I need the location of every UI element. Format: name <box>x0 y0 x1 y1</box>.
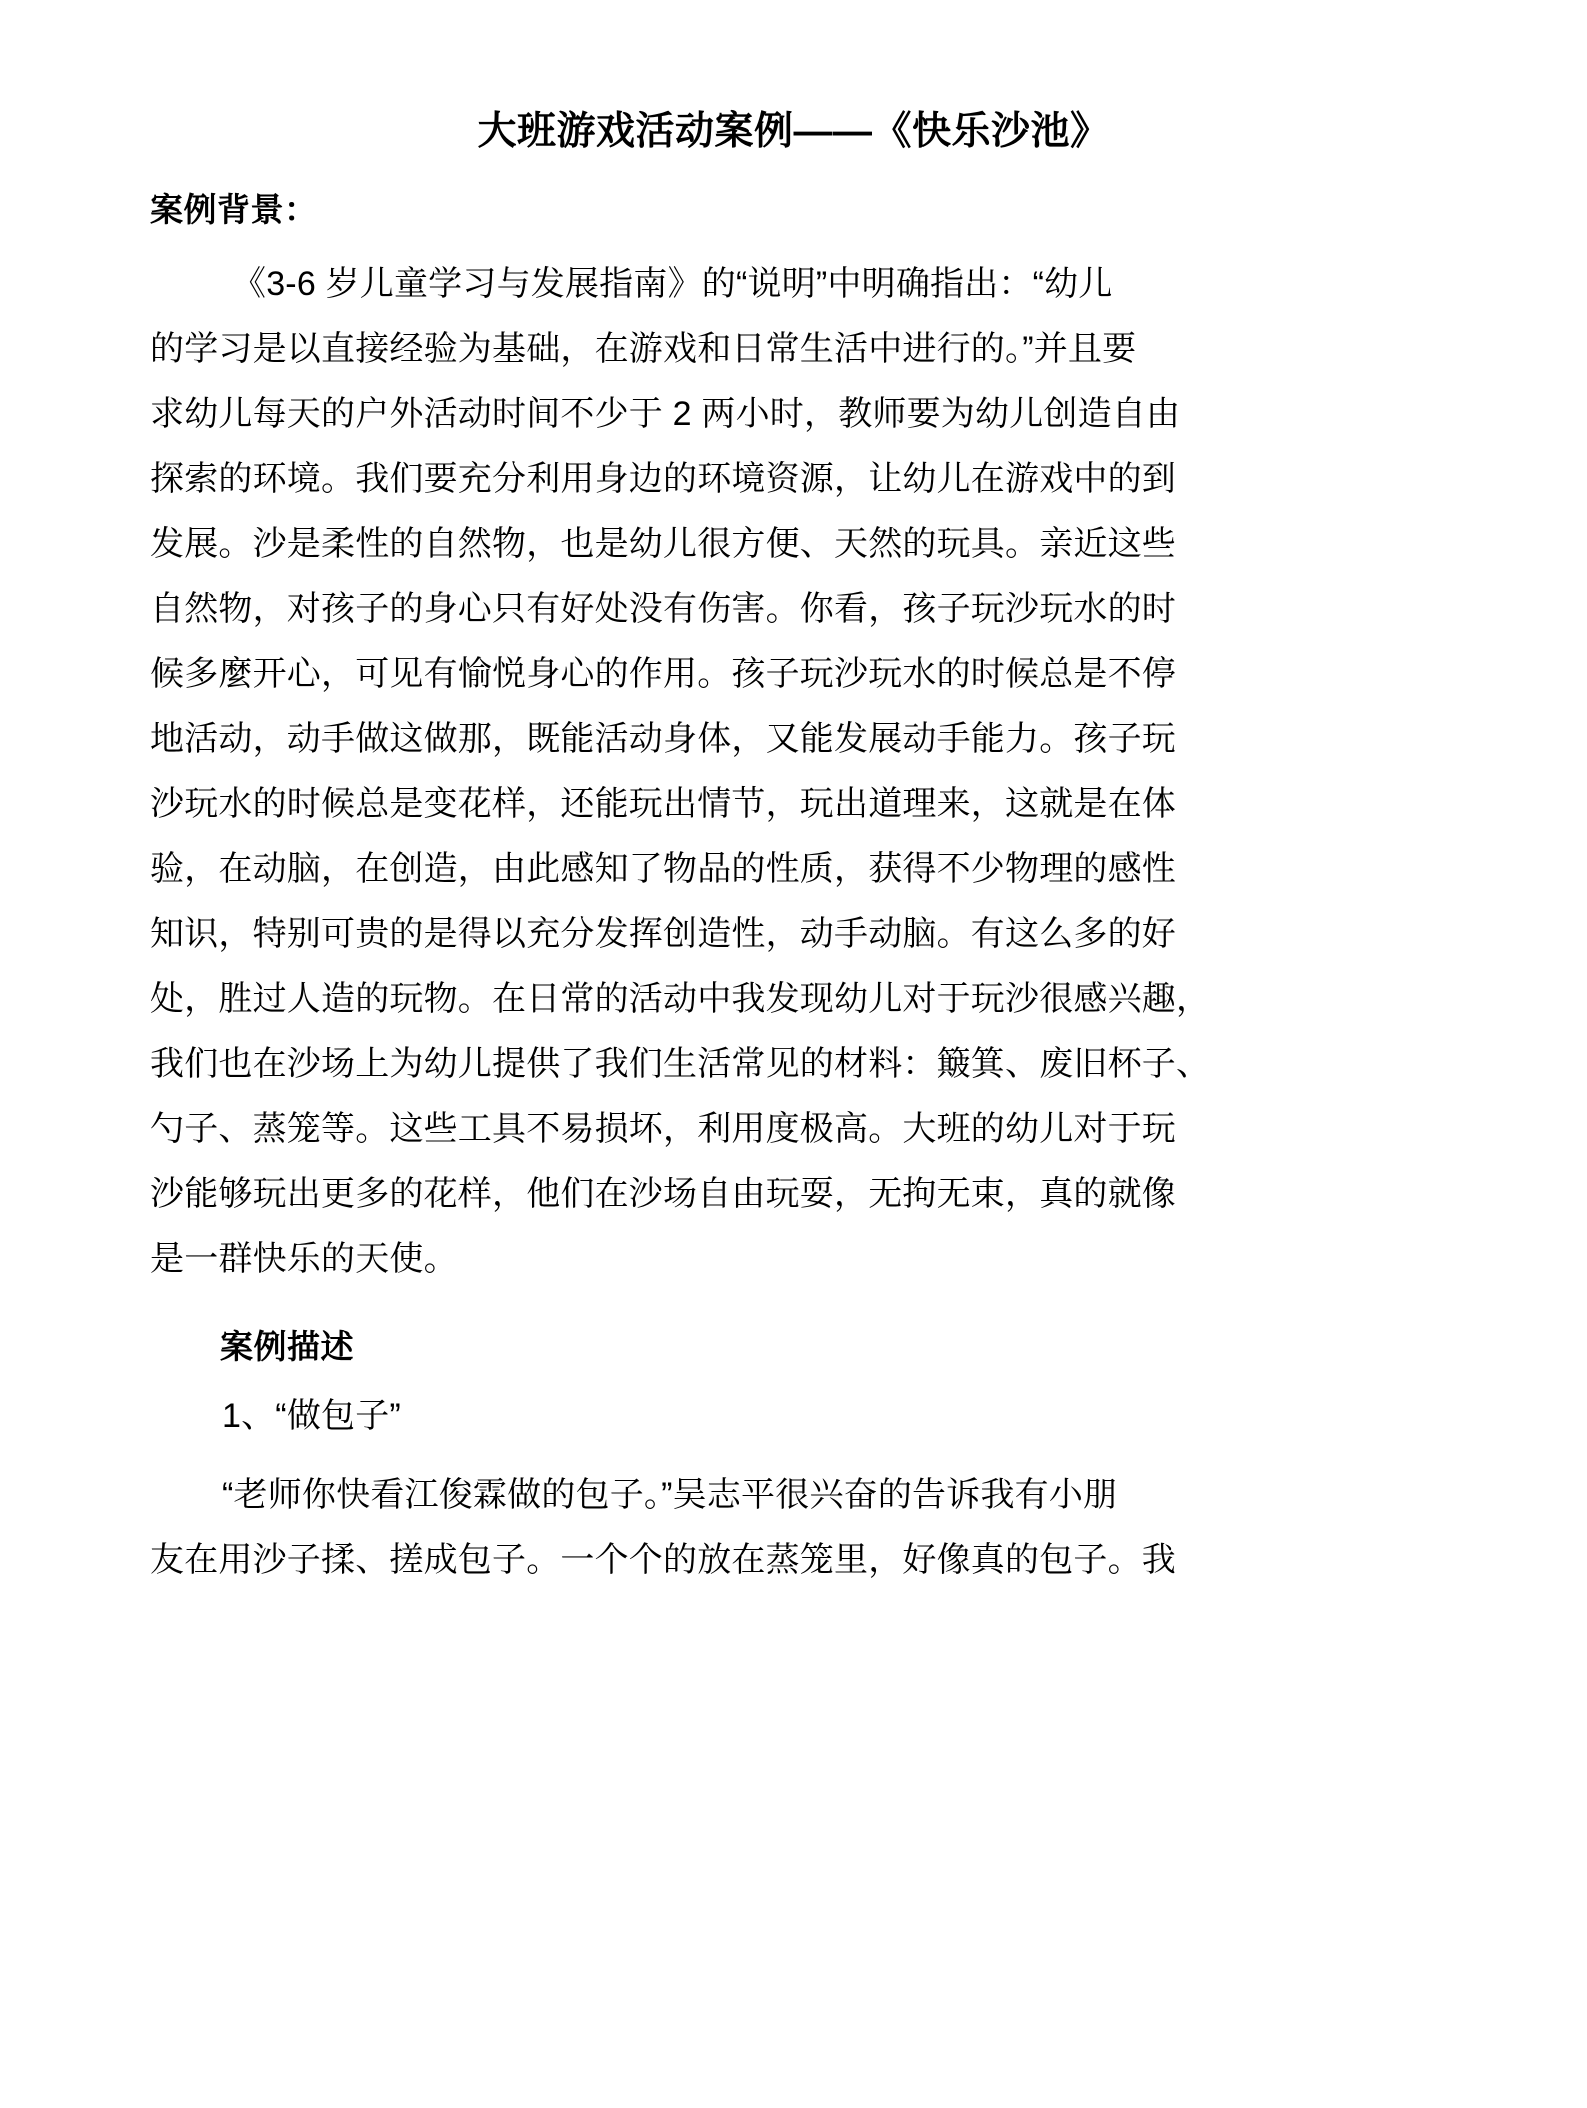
background-paragraph <box>150 234 1437 1292</box>
paragraph-line: “老师你快看江俊霖做的包子。”吴志平很兴奋的告诉我有小朋 <box>222 1475 1118 1514</box>
paragraph-line: 探索的环境。我们要充分利用身边的环境资源，让幼儿在游戏中的到 <box>150 460 1176 499</box>
paragraph-line: 沙能够玩出更多的花样，他们在沙场自由玩耍，无拘无束，真的就像 <box>150 1175 1176 1214</box>
paragraph-line: 处，胜过人造的玩物。在日常的活动中我发现幼儿对于玩沙很感兴趣， <box>150 980 1211 1019</box>
paragraph-line: 自然物，对孩子的身心只有好处没有伤害。你看，孩子玩沙玩水的时 <box>150 590 1176 629</box>
paragraph-line: 的学习是以直接经验为基础，在游戏和日常生活中进行的。”并且要 <box>150 330 1137 369</box>
paragraph-line: 知识，特别可贵的是得以充分发挥创造性，动手动脑。有这么多的好 <box>150 915 1176 954</box>
section-heading-background: 案例背景： <box>150 190 318 228</box>
section-heading-description: 案例描述 <box>220 1328 354 1366</box>
paragraph-line: 地活动，动手做这做那，既能活动身体，又能发展动手能力。孩子玩 <box>150 720 1176 759</box>
paragraph-line: 沙玩水的时候总是变花样，还能玩出情节，玩出道理来，这就是在体 <box>150 785 1176 824</box>
paragraph-line: 勺子、蒸笼等。这些工具不易损坏，利用度极高。大班的幼儿对于玩 <box>150 1110 1176 1149</box>
paragraph-line: 我们也在沙场上为幼儿提供了我们生活常见的材料：簸箕、废旧杯子、 <box>150 1045 1211 1084</box>
paragraph-line: 候多麼开心，可见有愉悦身心的作用。孩子玩沙玩水的时候总是不停 <box>150 655 1176 694</box>
paragraph-line: 《3-6 岁儿童学习与发展指南》的“说明”中明确指出：“幼儿 <box>232 265 1113 304</box>
list-item: 1、“做包子” <box>222 1396 401 1435</box>
paragraph-line: 是一群快乐的天使。 <box>150 1240 458 1279</box>
paragraph-line: 验，在动脑，在创造，由此感知了物品的性质，获得不少物理的感性 <box>150 850 1176 889</box>
paragraph-line: 发展。沙是柔性的自然物，也是幼儿很方便、天然的玩具。亲近这些 <box>150 525 1176 564</box>
paragraph-line: 求幼儿每天的户外活动时间不少于 2 两小时，教师要为幼儿创造自由 <box>150 395 1181 434</box>
page-title: 大班游戏活动案例——《快乐沙池》 <box>477 110 1110 153</box>
description-paragraph <box>150 1449 1437 1593</box>
paragraph-line: 友在用沙子揉、搓成包子。一个个的放在蒸笼里，好像真的包子。我 <box>150 1540 1176 1579</box>
